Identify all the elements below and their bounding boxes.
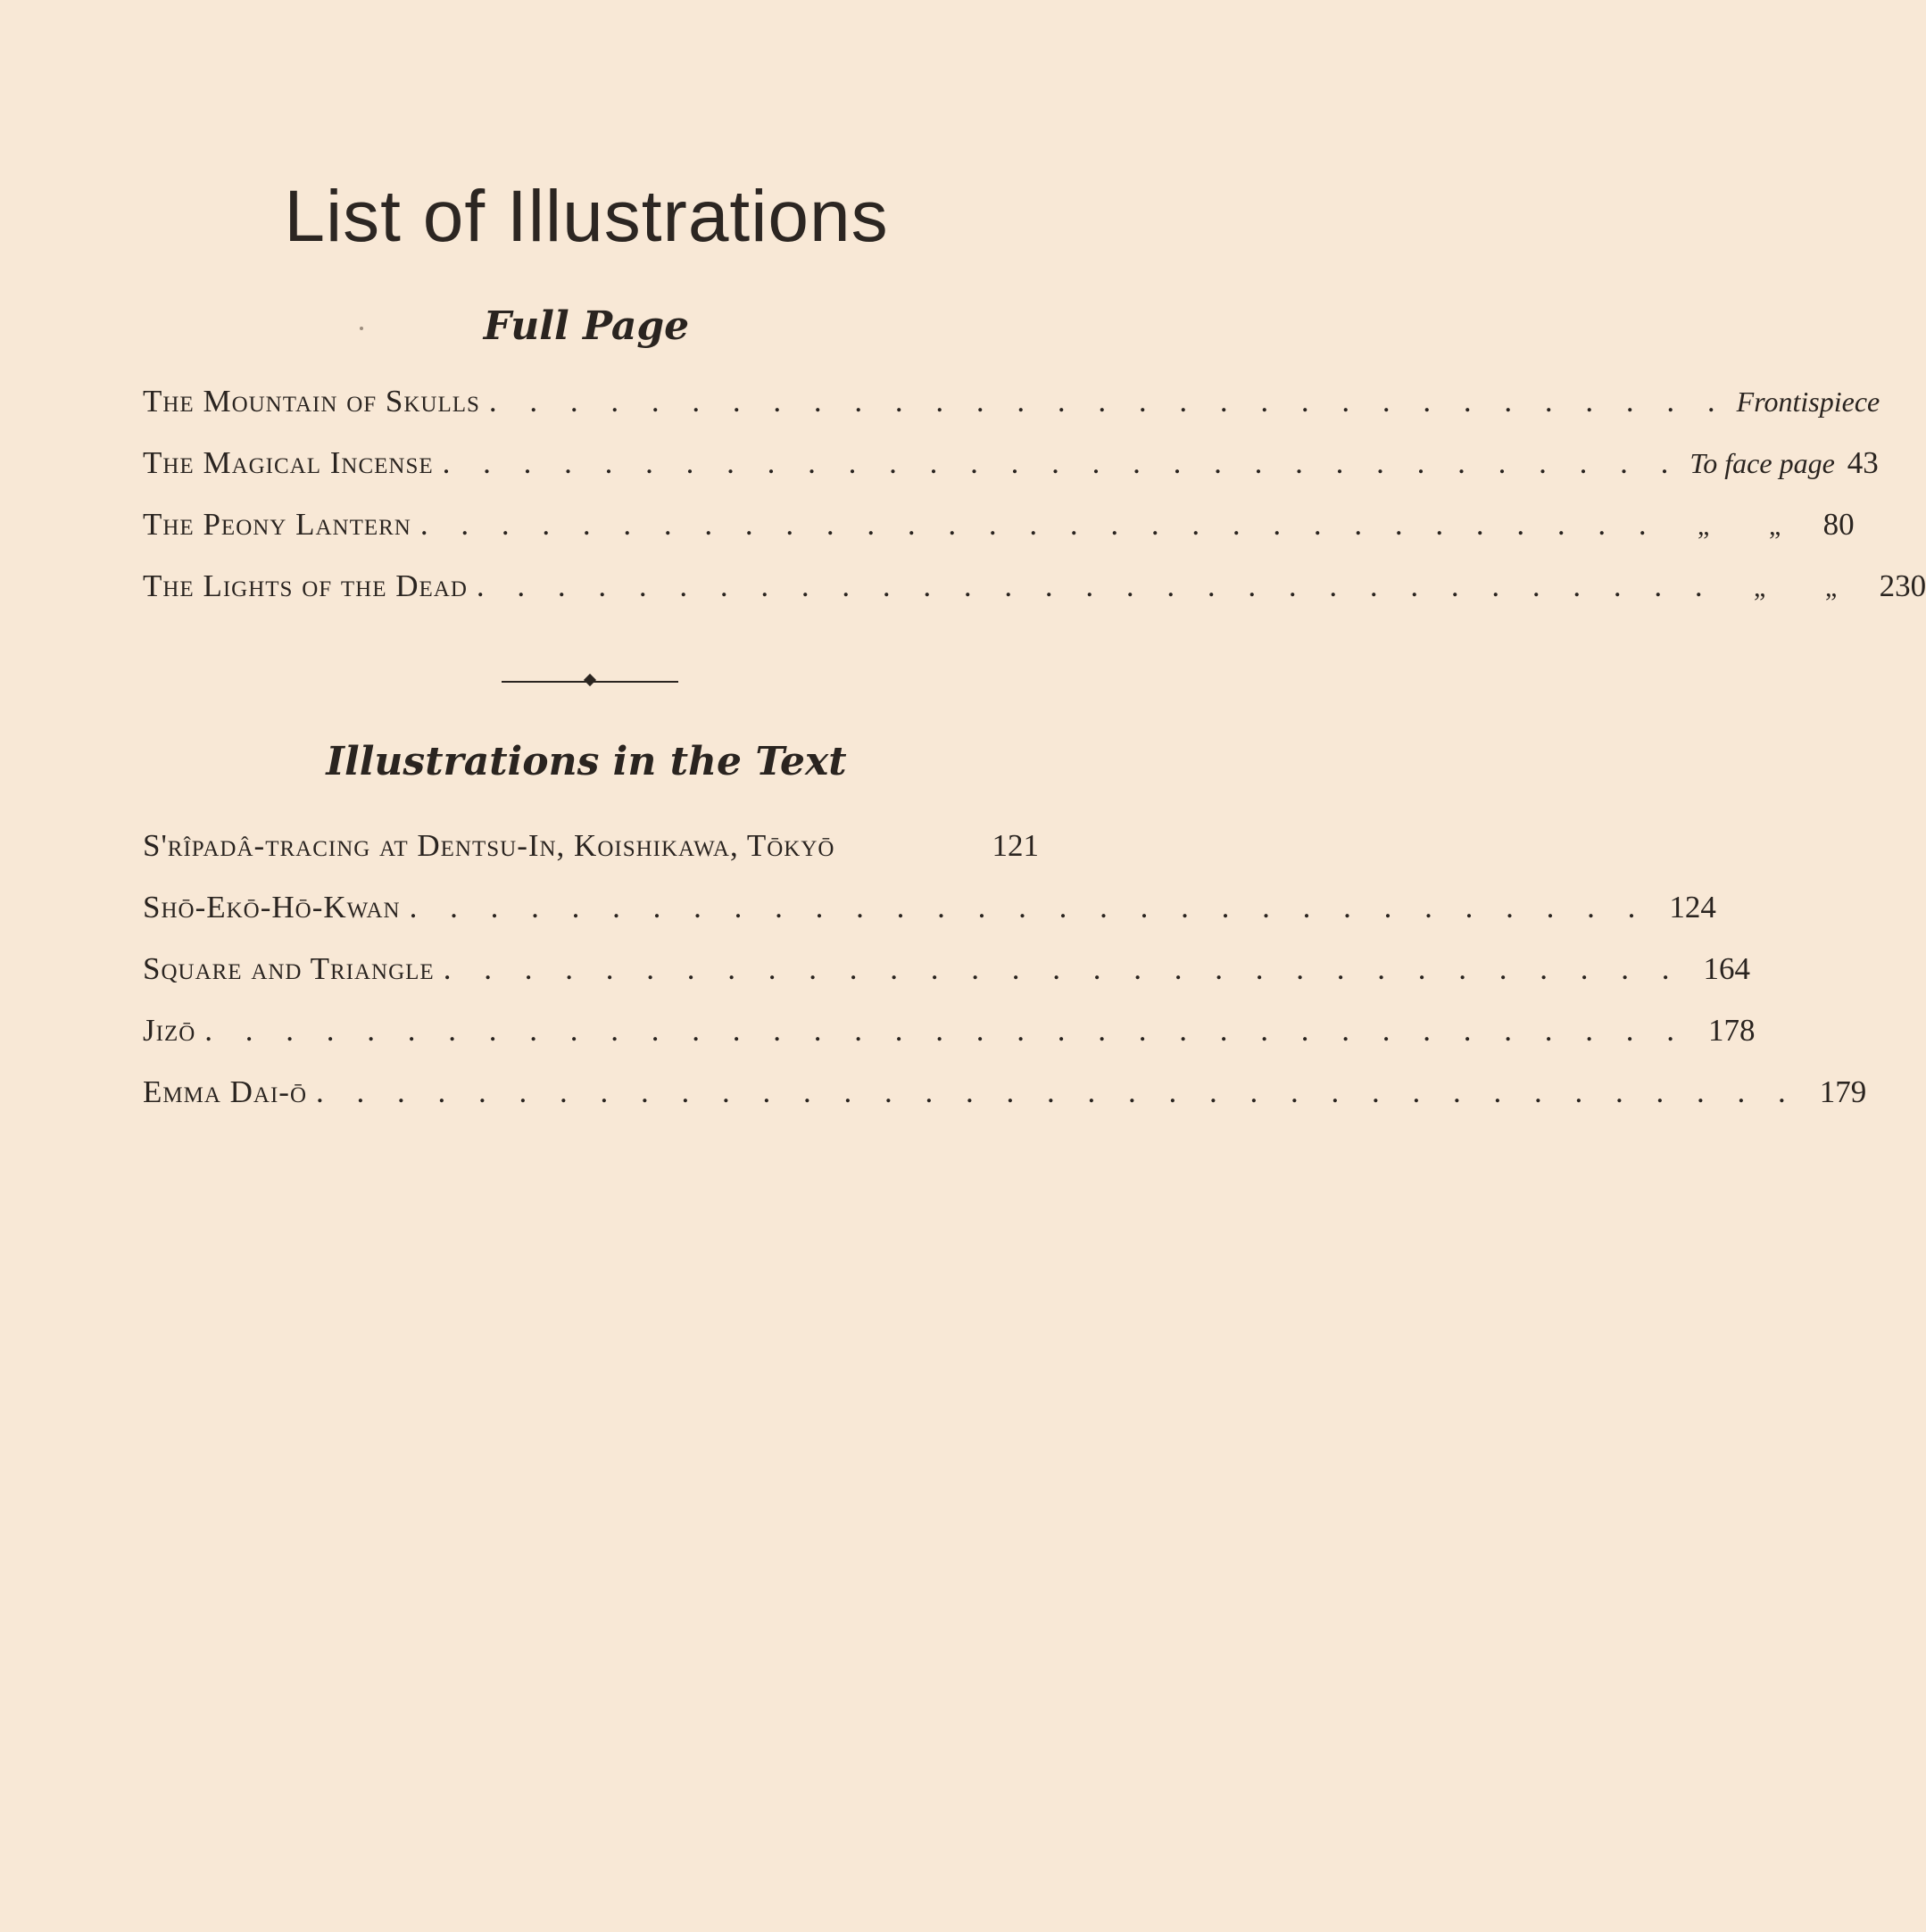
list-item: S'rîpadâ-tracing at Dentsu-In, Koishikawa, Tōkyō 121 [143,828,1039,863]
speck [360,327,363,330]
in-text-heading: Illustrations in the Text [326,739,847,784]
list-item: Shō-Ekō-Hō-Kwan . . . . . . . . . . . . . . . . . . . . . . . . . . . . . . . 124 [143,890,1716,925]
list-item: The Mountain of Skulls . . . . . . . . . . . . . . . . . . . . . . . . . . . . . . . Frontispiece [143,384,1880,419]
list-item: Emma Dai-ō . . . . . . . . . . . . . . . . . . . . . . . . . . . . . . . . . . . . . 179 [143,1074,1867,1109]
divider-ornament [584,674,596,686]
page-title: List of Illustrations [284,176,889,257]
list-item: Jizō . . . . . . . . . . . . . . . . . . . . . . . . . . . . . . . . . . . . . 178 [143,1013,1756,1048]
list-item: Square and Triangle . . . . . . . . . . . . . . . . . . . . . . . . . . . . . . . 164 [143,951,1750,986]
full-page-heading: Full Page [483,303,690,349]
list-item: The Peony Lantern . . . . . . . . . . . . . . . . . . . . . . . . . . . . . . . „ „ 80 [143,507,1855,542]
list-item: The Lights of the Dead . . . . . . . . . . . . . . . . . . . . . . . . . . . . . . . „ „ 230 [143,568,1926,603]
list-item: The Magical Incense . . . . . . . . . . . . . . . . . . . . . . . . . . . . . . . To face page 43 [143,445,1879,480]
